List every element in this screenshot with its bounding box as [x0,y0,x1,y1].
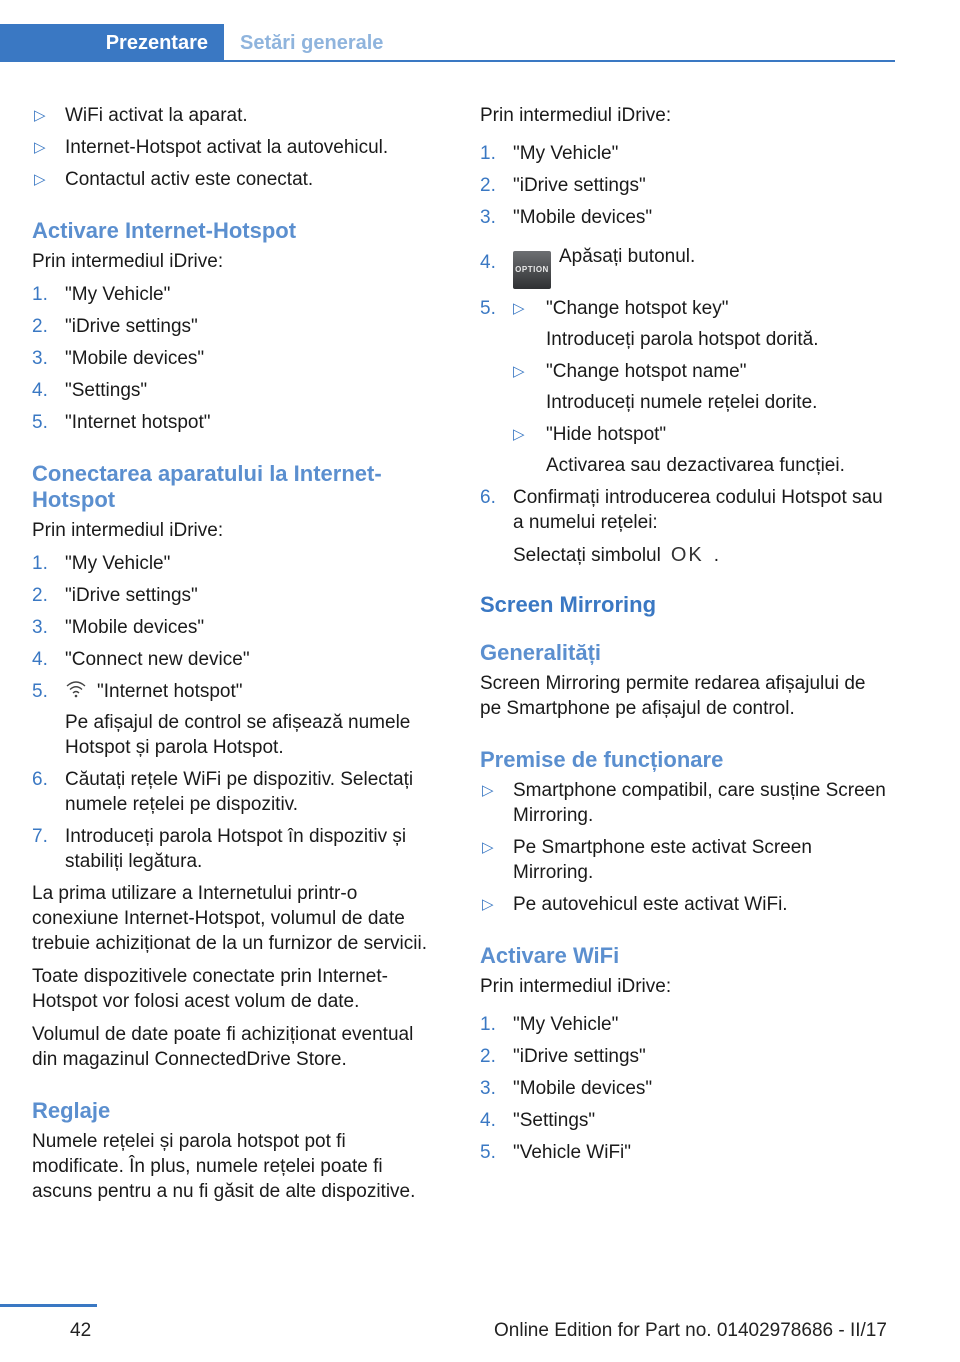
list-item: 5. "Internet hotspot" [32,412,211,433]
list-item: 7. Introduceți parola Hotspot în dispozitiv și stabiliți legătura. [32,826,407,872]
list-item: 3. "Mobile devices" [32,617,205,638]
list-item: 1. "My Vehicle" [32,284,171,305]
edition-footer: Online Edition for Part no. 01402978686 - II/17 [494,1320,887,1341]
list-item: 6. Confirmați introducerea codului Hotspot sau a numelui rețelei: Selectați simbolul OK . [480,485,890,568]
intro-text: Prin intermediul iDrive: [32,520,224,541]
steps-list [480,1012,890,1165]
list-item: 2. "iDrive settings" [480,1046,646,1067]
paragraph: Numele rețelei și parola hotspot pot fi modificate. În plus, numele rețelei poate fi ascuns pentru a nu fi găsit de alte dispozitive. [32,1131,416,1202]
list-item: 5. "Vehicle WiFi" [480,1142,632,1163]
header-rule [0,60,895,62]
prerequisites-list [480,778,890,917]
list-item: ▷ Pe autovehicul este activat WiFi. [482,894,788,915]
ok-symbol-icon: OK [670,544,704,566]
step-note: Pe afișajul de control se afișează numele Hotspot și parola Hotspot. [65,712,411,758]
footer-rule [0,1304,97,1307]
paragraph: Toate dispozitivele conectate prin Internet-Hotspot vor folosi acest volum de date. [32,966,388,1012]
list-item: 5. ▷ "Change hotspot key" Introduceți parola hotspot dorită. ▷ "Change hotspot name" Introduceți numele rețelei dorite. ▷ "Hide hotspot" Activarea sau dezactivarea funcției. [480,296,890,478]
list-item: ▷ Smartphone compatibil, care susține Screen Mirroring. [482,780,886,826]
section-title-premise: Premise de funcționare [480,747,724,772]
step-note: Introduceți parola hotspot dorită. [546,329,819,350]
intro-text: Prin intermediul iDrive: [480,105,672,126]
list-item: ▷ "Change hotspot key" Introduceți parola hotspot dorită. [513,296,890,352]
tab-setari-generale[interactable]: Setări generale [240,31,384,54]
section-title-screen-mirroring: Screen Mirroring [480,592,657,617]
triangle-bullet-icon: ▷ [34,171,46,188]
paragraph: Screen Mirroring permite redarea afișajului de pe Smartphone pe afișajul de control. [480,673,866,719]
list-item: 2. "iDrive settings" [480,175,646,196]
list-item: 4. "Connect new device" [32,649,250,670]
paragraph: La prima utilizare a Internetului printr-o conexiune Internet-Hotspot, volumul de date trebuie achiziționat de la un furnizor de servicii. [32,883,427,954]
step-note: Selectați simbolul OK . [513,544,720,566]
section-title-conectare: Conectarea aparatului la Internet-Hotspot [32,461,382,512]
list-item: ▷ "Hide hotspot" Activarea sau dezactivarea funcției. [513,422,890,478]
steps-list [480,141,890,568]
list-item: 4. "Settings" [480,1110,596,1131]
list-item: 1. "My Vehicle" [480,1014,619,1035]
left-column [32,103,437,1212]
triangle-bullet-icon: ▷ [34,139,46,156]
list-item: ▷ Internet-Hotspot activat la autovehicul. [34,137,389,158]
wifi-icon [65,680,87,698]
list-item: 4. "Settings" [32,380,148,401]
section-title-generalitati: Generalități [480,640,602,665]
list-item: ▷ "Change hotspot name" Introduceți numele rețelei dorite. [513,359,890,415]
triangle-bullet-icon: ▷ [34,107,46,124]
intro-text: Prin intermediul iDrive: [480,976,672,997]
steps-list [32,282,437,435]
list-item: 3. "Mobile devices" [32,348,205,369]
list-item: 1. "My Vehicle" [480,143,619,164]
list-item: 4. OPTIONApăsați butonul. [480,244,890,289]
tab-prezentare[interactable]: Prezentare [0,24,224,62]
list-item: 3. "Mobile devices" [480,1078,653,1099]
list-item: 3. "Mobile devices" [480,207,653,228]
list-item: 1. "My Vehicle" [32,553,171,574]
step-note: Introduceți numele rețelei dorite. [546,392,818,413]
section-title-activare-hotspot: Activare Internet-Hotspot [32,218,297,243]
sub-options-list [480,296,890,478]
section-title-activare-wifi: Activare WiFi [480,943,620,968]
paragraph: Volumul de date poate fi achiziționat eventual din magazinul ConnectedDrive Store. [32,1024,414,1070]
section-header [0,24,895,62]
right-column [480,103,890,1172]
option-button-icon: OPTION [513,251,551,289]
section-title-reglaje: Reglaje [32,1098,111,1123]
list-item: 2. "iDrive settings" [32,316,198,337]
list-item: 6. Căutați rețele WiFi pe dispozitiv. Selectați numele rețelei pe dispozitiv. [32,769,414,815]
list-item: ▷ Contactul activ este conectat. [34,169,314,190]
page-number: 42 [70,1320,92,1341]
steps-list [32,551,437,874]
step-note: Activarea sau dezactivarea funcției. [546,455,845,476]
list-item: 2. "iDrive settings" [32,585,198,606]
list-item: ▷ WiFi activat la aparat. [34,105,248,126]
list-item: ▷ Pe Smartphone este activat Screen Mirroring. [482,837,812,883]
prerequisites-list [32,103,437,192]
intro-text: Prin intermediul iDrive: [32,251,224,272]
list-item: 5. "Internet hotspot" Pe afișajul de control se afișează numele Hotspot și parola Hotspot. [32,679,437,760]
